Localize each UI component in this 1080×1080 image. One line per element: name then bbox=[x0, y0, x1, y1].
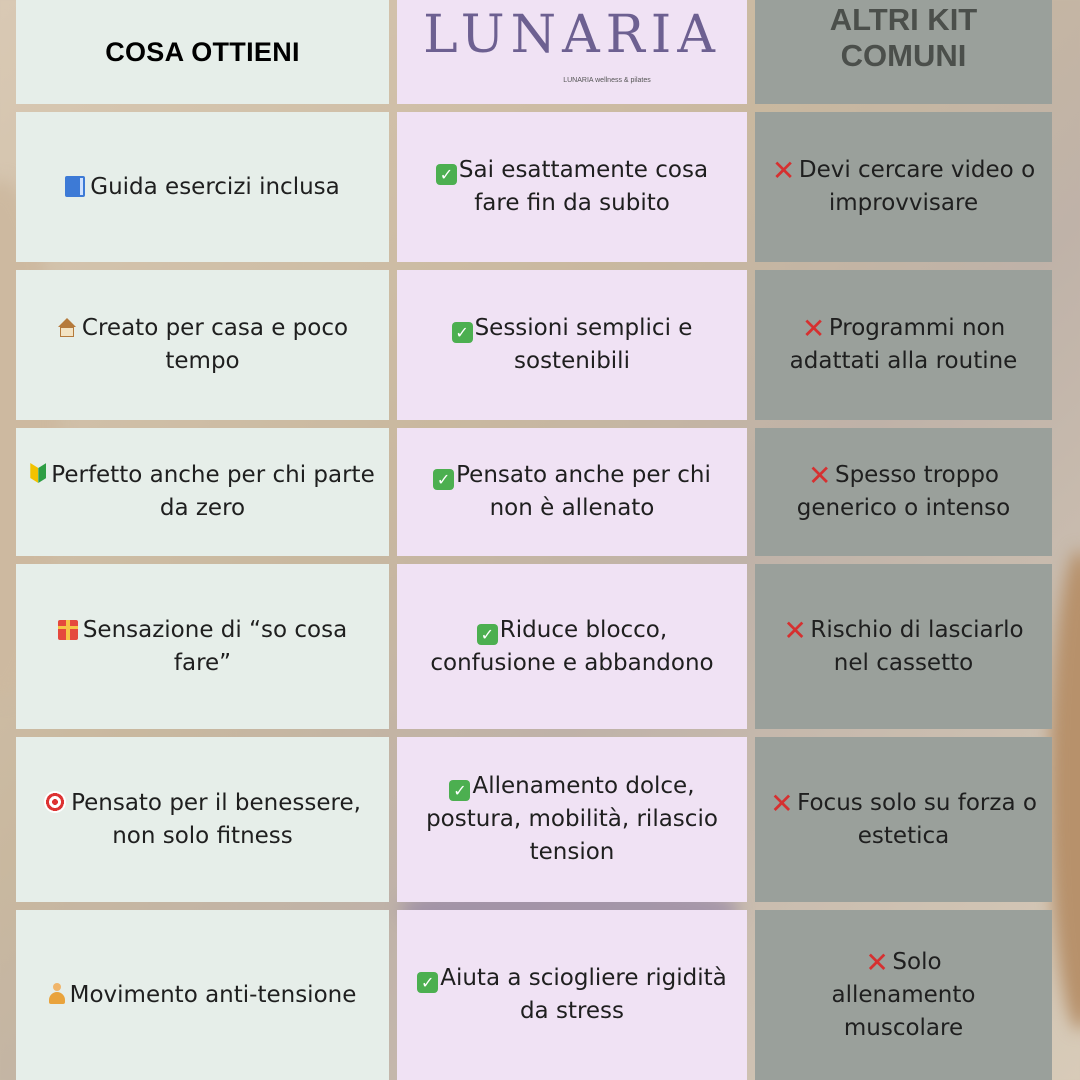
lunaria-text: Pensato anche per chi non è allenato bbox=[456, 462, 711, 521]
row-1-others bbox=[755, 112, 1052, 262]
row-1-benefit bbox=[16, 112, 389, 262]
cell-content bbox=[30, 459, 375, 525]
cell-content bbox=[30, 312, 375, 378]
benefit-text: Creato per casa e poco tempo bbox=[81, 315, 349, 374]
cross-icon: ✕ bbox=[807, 459, 832, 492]
lunaria-text: Sai esattamente cosa fare fin da subito bbox=[458, 157, 709, 216]
brand-logo: LUNARIA bbox=[423, 4, 721, 65]
benefit-text: Guida esercizi inclusa bbox=[90, 173, 340, 200]
row-2-lunaria bbox=[397, 270, 747, 420]
row-2-others bbox=[755, 270, 1052, 420]
cell-content bbox=[411, 962, 733, 1028]
row-3-others bbox=[755, 428, 1052, 556]
cell-content bbox=[411, 154, 733, 220]
book-icon bbox=[65, 176, 85, 197]
lunaria-text: Allenamento dolce, postura, mobilità, rilascio tension bbox=[426, 773, 718, 865]
row-3-benefit bbox=[16, 428, 389, 556]
beginner-leaf-icon bbox=[30, 463, 46, 485]
cell-content bbox=[30, 787, 375, 853]
row-4-others bbox=[755, 564, 1052, 729]
cross-icon: ✕ bbox=[771, 154, 796, 187]
check-icon: ✓ bbox=[433, 469, 454, 490]
others-text: Spesso troppo generico o intenso bbox=[796, 462, 1011, 521]
row-4-lunaria bbox=[397, 564, 747, 729]
header-cosa-ottieni bbox=[16, 0, 389, 104]
others-text: Rischio di lasciarlo nel cassetto bbox=[810, 616, 1024, 676]
row-1-lunaria bbox=[397, 112, 747, 262]
cell-content bbox=[769, 787, 1038, 853]
target-icon bbox=[44, 791, 66, 813]
cell-content bbox=[30, 614, 375, 680]
cell-content bbox=[769, 459, 1038, 525]
row-6-benefit bbox=[16, 910, 389, 1080]
row-5-lunaria bbox=[397, 737, 747, 902]
cell-content bbox=[411, 770, 733, 869]
cell-content bbox=[411, 614, 733, 680]
row-6-others bbox=[755, 910, 1052, 1080]
cross-icon: ✕ bbox=[770, 786, 794, 820]
house-icon bbox=[57, 318, 77, 338]
check-icon: ✓ bbox=[436, 164, 457, 185]
benefit-text: Movimento anti-tensione bbox=[69, 981, 357, 1008]
background-decoration bbox=[1050, 550, 1080, 1030]
lunaria-text: Sessioni semplici e sostenibili bbox=[474, 315, 693, 374]
others-text: Programmi non adattati alla routine bbox=[789, 315, 1018, 374]
benefit-text: Perfetto anche per chi parte da zero bbox=[51, 462, 375, 521]
lunaria-text: Riduce blocco, confusione e abbandono bbox=[430, 616, 714, 676]
check-icon: ✓ bbox=[452, 322, 473, 343]
row-2-benefit bbox=[16, 270, 389, 420]
row-5-others bbox=[755, 737, 1052, 902]
benefit-text: Pensato per il benessere, non solo fitness bbox=[71, 789, 361, 849]
others-text: Solo allenamento muscolare bbox=[831, 948, 976, 1041]
cross-icon: ✕ bbox=[801, 312, 826, 345]
header-label: COSA OTTIENI bbox=[105, 36, 300, 67]
header-logo bbox=[397, 0, 747, 104]
cell-content bbox=[769, 312, 1038, 378]
cell-content bbox=[49, 979, 357, 1012]
check-icon: ✓ bbox=[417, 972, 438, 993]
header-label: ALTRI KIT COMUNI bbox=[829, 2, 978, 73]
cell-content bbox=[769, 614, 1038, 680]
cell-content bbox=[769, 154, 1038, 220]
row-4-benefit bbox=[16, 564, 389, 729]
check-icon: ✓ bbox=[449, 780, 470, 801]
row-6-lunaria bbox=[397, 910, 747, 1080]
cell-content bbox=[411, 459, 733, 525]
others-text: Focus solo su forza o estetica bbox=[797, 789, 1037, 849]
gift-icon bbox=[58, 620, 78, 640]
cell-content bbox=[805, 946, 1002, 1045]
check-icon: ✓ bbox=[477, 624, 498, 645]
yoga-person-icon bbox=[49, 983, 65, 1005]
cross-icon: ✕ bbox=[865, 945, 889, 979]
cell-content bbox=[65, 171, 340, 204]
brand-tagline: LUNARIA wellness & pilates bbox=[563, 76, 651, 84]
others-text: Devi cercare video o improvvisare bbox=[798, 157, 1036, 216]
cross-icon: ✕ bbox=[783, 613, 807, 647]
lunaria-text: Aiuta a sciogliere rigidità da stress bbox=[440, 965, 727, 1024]
cell-content bbox=[411, 312, 733, 378]
benefit-text: Sensazione di “so cosa fare” bbox=[82, 616, 348, 676]
row-3-lunaria bbox=[397, 428, 747, 556]
row-5-benefit bbox=[16, 737, 389, 902]
header-altri-kit bbox=[755, 0, 1052, 104]
